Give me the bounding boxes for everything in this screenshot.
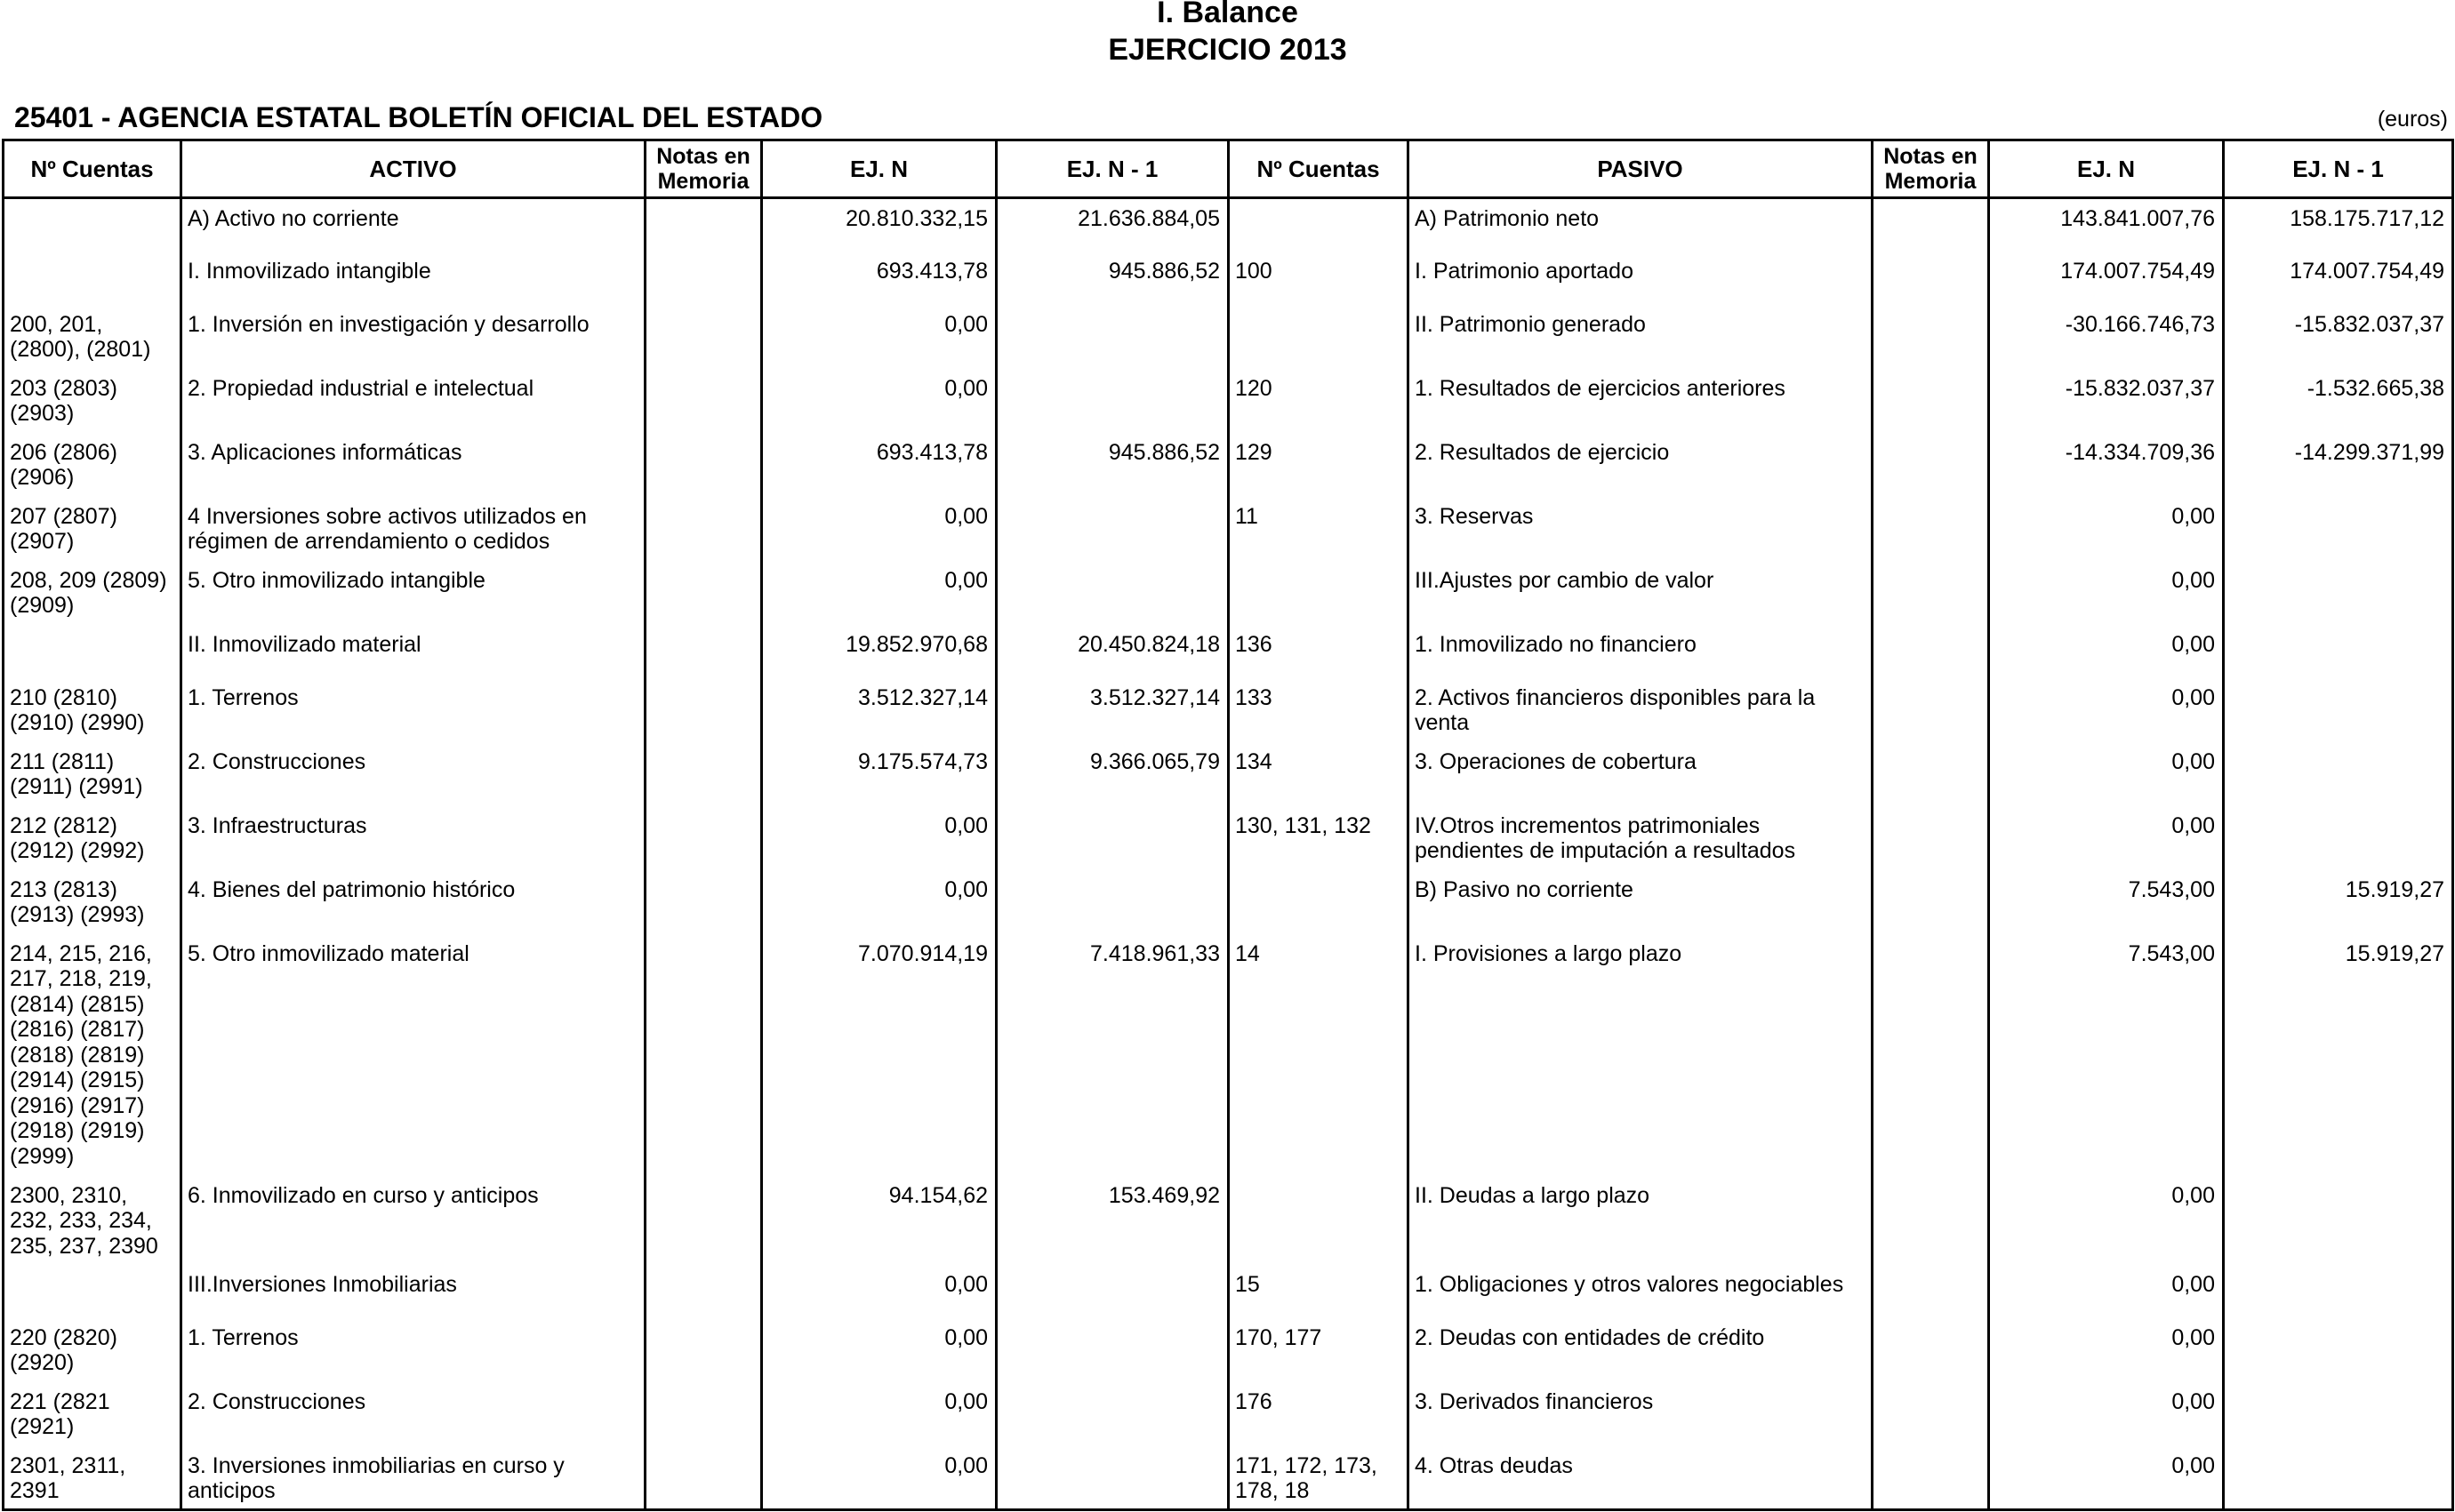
cell-ej-n1-pasivo: [2224, 1446, 2453, 1510]
cell-ej-n-activo: 693.413,78: [762, 252, 997, 305]
cell-pasivo-concept: 4. Otras deudas: [1408, 1446, 1873, 1510]
report-subtitle: EJERCICIO 2013: [1108, 33, 1347, 67]
cell-ej-n-pasivo: 0,00: [1989, 561, 2224, 625]
cell-cuentas-pasivo: 136: [1229, 625, 1408, 678]
cell-cuentas-pasivo: 130, 131, 132: [1229, 806, 1408, 870]
cell-ej-n-pasivo: -30.166.746,73: [1989, 305, 2224, 369]
cell-activo-concept: 4 Inversiones sobre activos utilizados en régimen de arrendamiento o cedidos: [181, 497, 646, 561]
cell-ej-n1-pasivo: [2224, 561, 2453, 625]
cell-ej-n1-pasivo: 158.175.717,12: [2224, 198, 2453, 252]
cell-ej-n-activo: 0,00: [762, 305, 997, 369]
cell-pasivo-concept: 2. Resultados de ejercicio: [1408, 433, 1873, 497]
cell-ej-n-activo: 0,00: [762, 497, 997, 561]
cell-pasivo-concept: 3. Reservas: [1408, 497, 1873, 561]
table-row: [4, 806, 2453, 870]
cell-ej-n-pasivo: 7.543,00: [1989, 934, 2224, 1176]
cell-ej-n-activo: 0,00: [762, 1446, 997, 1510]
cell-pasivo-concept: IV.Otros incrementos patrimoniales pendientes de imputación a resultados: [1408, 806, 1873, 870]
cell-cuentas-pasivo: [1229, 561, 1408, 625]
cell-notas-pasivo: [1873, 870, 1989, 934]
cell-cuentas-activo: 213 (2813) (2913) (2993): [4, 870, 181, 934]
cell-ej-n-activo: 94.154,62: [762, 1176, 997, 1265]
cell-ej-n1-activo: 20.450.824,18: [997, 625, 1229, 678]
cell-cuentas-activo: 200, 201, (2800), (2801): [4, 305, 181, 369]
table-row: [4, 1382, 2453, 1446]
cell-ej-n1-activo: 9.366.065,79: [997, 742, 1229, 806]
cell-ej-n1-activo: [997, 806, 1229, 870]
cell-activo-concept: 5. Otro inmovilizado intangible: [181, 561, 646, 625]
cell-ej-n1-activo: [997, 305, 1229, 369]
cell-activo-concept: 5. Otro inmovilizado material: [181, 934, 646, 1176]
cell-notas-pasivo: [1873, 742, 1989, 806]
table-row: [4, 433, 2453, 497]
cell-ej-n1-activo: 21.636.884,05: [997, 198, 1229, 252]
cell-pasivo-concept: B) Pasivo no corriente: [1408, 870, 1873, 934]
cell-notas-activo: [646, 1382, 762, 1446]
table-header-row: [4, 140, 2453, 198]
cell-activo-concept: 6. Inmovilizado en curso y anticipos: [181, 1176, 646, 1265]
col-header-cuentas-activo: Nº Cuentas: [4, 140, 181, 198]
cell-pasivo-concept: II. Patrimonio generado: [1408, 305, 1873, 369]
cell-notas-activo: [646, 198, 762, 252]
cell-ej-n-pasivo: 0,00: [1989, 1446, 2224, 1510]
cell-cuentas-activo: 214, 215, 216, 217, 218, 219, (2814) (2815) (2816) (2817) (2818) (2819) (2914) (2915) (2916) (2917) (2918) (2919) (2999): [4, 934, 181, 1176]
cell-cuentas-activo: 208, 209 (2809) (2909): [4, 561, 181, 625]
cell-pasivo-concept: A) Patrimonio neto: [1408, 198, 1873, 252]
cell-ej-n1-pasivo: 174.007.754,49: [2224, 252, 2453, 305]
cell-cuentas-activo: [4, 1265, 181, 1318]
cell-ej-n-activo: 0,00: [762, 870, 997, 934]
cell-ej-n1-pasivo: [2224, 742, 2453, 806]
cell-notas-pasivo: [1873, 678, 1989, 742]
cell-ej-n1-activo: [997, 561, 1229, 625]
cell-notas-pasivo: [1873, 625, 1989, 678]
cell-notas-pasivo: [1873, 1265, 1989, 1318]
col-header-notas-activo: Notas en Memoria: [646, 140, 762, 198]
cell-notas-pasivo: [1873, 1318, 1989, 1382]
cell-cuentas-activo: 2300, 2310, 232, 233, 234, 235, 237, 2390: [4, 1176, 181, 1265]
cell-ej-n1-pasivo: -15.832.037,37: [2224, 305, 2453, 369]
cell-cuentas-activo: 210 (2810) (2910) (2990): [4, 678, 181, 742]
cell-pasivo-concept: 2. Deudas con entidades de crédito: [1408, 1318, 1873, 1382]
cell-activo-concept: 2. Propiedad industrial e intelectual: [181, 369, 646, 433]
cell-notas-pasivo: [1873, 252, 1989, 305]
cell-ej-n-pasivo: 174.007.754,49: [1989, 252, 2224, 305]
cell-notas-activo: [646, 369, 762, 433]
col-header-ej-n1-activo: EJ. N - 1: [997, 140, 1229, 198]
col-header-ej-n1-pasivo: EJ. N - 1: [2224, 140, 2453, 198]
cell-notas-activo: [646, 252, 762, 305]
entity-name: 25401 - AGENCIA ESTATAL BOLETÍN OFICIAL DEL ESTADO: [14, 101, 823, 133]
cell-cuentas-pasivo: 15: [1229, 1265, 1408, 1318]
cell-ej-n1-activo: [997, 497, 1229, 561]
cell-cuentas-activo: 2301, 2311, 2391: [4, 1446, 181, 1510]
cell-notas-pasivo: [1873, 561, 1989, 625]
cell-notas-activo: [646, 1176, 762, 1265]
cell-ej-n-pasivo: 0,00: [1989, 1382, 2224, 1446]
cell-activo-concept: 3. Inversiones inmobiliarias en curso y anticipos: [181, 1446, 646, 1510]
cell-ej-n1-pasivo: [2224, 1318, 2453, 1382]
cell-ej-n1-activo: [997, 870, 1229, 934]
cell-ej-n-pasivo: -15.832.037,37: [1989, 369, 2224, 433]
cell-cuentas-activo: 206 (2806) (2906): [4, 433, 181, 497]
cell-notas-activo: [646, 433, 762, 497]
table-row: [4, 934, 2453, 1176]
cell-notas-activo: [646, 625, 762, 678]
cell-ej-n1-pasivo: [2224, 1176, 2453, 1265]
cell-ej-n1-activo: [997, 1265, 1229, 1318]
cell-notas-pasivo: [1873, 369, 1989, 433]
cell-notas-pasivo: [1873, 806, 1989, 870]
cell-pasivo-concept: 3. Derivados financieros: [1408, 1382, 1873, 1446]
cell-ej-n1-activo: [997, 1382, 1229, 1446]
cell-ej-n-pasivo: 0,00: [1989, 806, 2224, 870]
table-row: [4, 1318, 2453, 1382]
cell-activo-concept: 1. Terrenos: [181, 1318, 646, 1382]
cell-ej-n-activo: 0,00: [762, 1265, 997, 1318]
cell-activo-concept: 1. Inversión en investigación y desarrollo: [181, 305, 646, 369]
cell-ej-n1-pasivo: [2224, 497, 2453, 561]
cell-activo-concept: 4. Bienes del patrimonio histórico: [181, 870, 646, 934]
cell-notas-activo: [646, 497, 762, 561]
cell-pasivo-concept: III.Ajustes por cambio de valor: [1408, 561, 1873, 625]
table-row: [4, 1446, 2453, 1510]
col-header-activo: ACTIVO: [181, 140, 646, 198]
cell-ej-n1-activo: 945.886,52: [997, 252, 1229, 305]
cell-activo-concept: 3. Aplicaciones informáticas: [181, 433, 646, 497]
table-row: [4, 198, 2453, 252]
cell-cuentas-pasivo: 120: [1229, 369, 1408, 433]
cell-cuentas-activo: [4, 625, 181, 678]
cell-pasivo-concept: 1. Obligaciones y otros valores negociables: [1408, 1265, 1873, 1318]
currency-unit: (euros): [2377, 107, 2448, 132]
cell-ej-n1-pasivo: [2224, 678, 2453, 742]
cell-cuentas-pasivo: 11: [1229, 497, 1408, 561]
cell-cuentas-pasivo: 134: [1229, 742, 1408, 806]
table-row: [4, 497, 2453, 561]
cell-cuentas-activo: [4, 252, 181, 305]
cell-cuentas-pasivo: 171, 172, 173, 178, 18: [1229, 1446, 1408, 1510]
table-row: [4, 742, 2453, 806]
cell-cuentas-pasivo: 170, 177: [1229, 1318, 1408, 1382]
cell-ej-n-activo: 0,00: [762, 1382, 997, 1446]
cell-cuentas-activo: [4, 198, 181, 252]
cell-cuentas-pasivo: [1229, 870, 1408, 934]
cell-ej-n1-pasivo: [2224, 1265, 2453, 1318]
cell-ej-n-activo: 3.512.327,14: [762, 678, 997, 742]
col-header-notas-pasivo: Notas en Memoria: [1873, 140, 1989, 198]
cell-ej-n-pasivo: 0,00: [1989, 742, 2224, 806]
cell-ej-n-activo: 19.852.970,68: [762, 625, 997, 678]
cell-ej-n-pasivo: 0,00: [1989, 625, 2224, 678]
cell-ej-n1-pasivo: -14.299.371,99: [2224, 433, 2453, 497]
cell-ej-n1-activo: 153.469,92: [997, 1176, 1229, 1265]
cell-pasivo-concept: II. Deudas a largo plazo: [1408, 1176, 1873, 1265]
cell-cuentas-activo: 220 (2820) (2920): [4, 1318, 181, 1382]
cell-pasivo-concept: I. Patrimonio aportado: [1408, 252, 1873, 305]
cell-ej-n-pasivo: -14.334.709,36: [1989, 433, 2224, 497]
cell-ej-n1-pasivo: [2224, 625, 2453, 678]
cell-ej-n-activo: 9.175.574,73: [762, 742, 997, 806]
cell-ej-n-activo: 7.070.914,19: [762, 934, 997, 1176]
cell-cuentas-activo: 203 (2803) (2903): [4, 369, 181, 433]
table-row: [4, 678, 2453, 742]
cell-cuentas-pasivo: 14: [1229, 934, 1408, 1176]
col-header-pasivo: PASIVO: [1408, 140, 1873, 198]
cell-pasivo-concept: I. Provisiones a largo plazo: [1408, 934, 1873, 1176]
cell-ej-n-activo: 0,00: [762, 1318, 997, 1382]
cell-notas-activo: [646, 1446, 762, 1510]
cell-notas-pasivo: [1873, 198, 1989, 252]
cell-pasivo-concept: 2. Activos financieros disponibles para la venta: [1408, 678, 1873, 742]
cell-ej-n-pasivo: 7.543,00: [1989, 870, 2224, 934]
report-title: I. Balance: [1157, 0, 1298, 29]
cell-notas-activo: [646, 305, 762, 369]
col-header-ej-n-activo: EJ. N: [762, 140, 997, 198]
cell-activo-concept: A) Activo no corriente: [181, 198, 646, 252]
cell-ej-n-pasivo: 0,00: [1989, 678, 2224, 742]
col-header-ej-n-pasivo: EJ. N: [1989, 140, 2224, 198]
cell-ej-n1-activo: [997, 1446, 1229, 1510]
table-row: [4, 252, 2453, 305]
cell-ej-n1-pasivo: [2224, 1382, 2453, 1446]
cell-cuentas-pasivo: [1229, 1176, 1408, 1265]
cell-cuentas-pasivo: [1229, 198, 1408, 252]
cell-notas-pasivo: [1873, 1446, 1989, 1510]
cell-pasivo-concept: 1. Resultados de ejercicios anteriores: [1408, 369, 1873, 433]
cell-cuentas-activo: 211 (2811) (2911) (2991): [4, 742, 181, 806]
table-row: [4, 870, 2453, 934]
cell-activo-concept: II. Inmovilizado material: [181, 625, 646, 678]
cell-cuentas-activo: 212 (2812) (2912) (2992): [4, 806, 181, 870]
cell-ej-n1-pasivo: [2224, 806, 2453, 870]
cell-pasivo-concept: 3. Operaciones de cobertura: [1408, 742, 1873, 806]
cell-notas-pasivo: [1873, 433, 1989, 497]
cell-ej-n-pasivo: 0,00: [1989, 497, 2224, 561]
cell-activo-concept: 1. Terrenos: [181, 678, 646, 742]
cell-ej-n-pasivo: 0,00: [1989, 1318, 2224, 1382]
cell-notas-activo: [646, 934, 762, 1176]
cell-cuentas-pasivo: [1229, 305, 1408, 369]
cell-activo-concept: III.Inversiones Inmobiliarias: [181, 1265, 646, 1318]
table-row: [4, 305, 2453, 369]
cell-notas-pasivo: [1873, 934, 1989, 1176]
cell-notas-activo: [646, 742, 762, 806]
cell-ej-n-pasivo: 0,00: [1989, 1265, 2224, 1318]
cell-ej-n1-activo: [997, 1318, 1229, 1382]
cell-cuentas-pasivo: 129: [1229, 433, 1408, 497]
cell-ej-n-activo: 0,00: [762, 561, 997, 625]
cell-cuentas-pasivo: 176: [1229, 1382, 1408, 1446]
cell-ej-n1-activo: 3.512.327,14: [997, 678, 1229, 742]
cell-ej-n1-activo: 7.418.961,33: [997, 934, 1229, 1176]
cell-ej-n-pasivo: 0,00: [1989, 1176, 2224, 1265]
table-row: [4, 1176, 2453, 1265]
cell-notas-activo: [646, 678, 762, 742]
cell-notas-pasivo: [1873, 1382, 1989, 1446]
cell-ej-n1-pasivo: 15.919,27: [2224, 934, 2453, 1176]
cell-cuentas-pasivo: 133: [1229, 678, 1408, 742]
cell-cuentas-activo: 207 (2807) (2907): [4, 497, 181, 561]
cell-notas-activo: [646, 561, 762, 625]
cell-notas-pasivo: [1873, 1176, 1989, 1265]
cell-notas-activo: [646, 1318, 762, 1382]
cell-ej-n-activo: 0,00: [762, 369, 997, 433]
cell-ej-n1-activo: [997, 369, 1229, 433]
cell-cuentas-pasivo: 100: [1229, 252, 1408, 305]
cell-notas-activo: [646, 806, 762, 870]
table-row: [4, 369, 2453, 433]
cell-notas-pasivo: [1873, 497, 1989, 561]
cell-cuentas-activo: 221 (2821 (2921): [4, 1382, 181, 1446]
col-header-cuentas-pasivo: Nº Cuentas: [1229, 140, 1408, 198]
cell-notas-activo: [646, 870, 762, 934]
table-row: [4, 561, 2453, 625]
cell-pasivo-concept: 1. Inmovilizado no financiero: [1408, 625, 1873, 678]
cell-activo-concept: 2. Construcciones: [181, 1382, 646, 1446]
table-row: [4, 1265, 2453, 1318]
cell-ej-n1-pasivo: -1.532.665,38: [2224, 369, 2453, 433]
balance-table: [2, 139, 2454, 1511]
cell-ej-n-activo: 693.413,78: [762, 433, 997, 497]
cell-activo-concept: 3. Infraestructuras: [181, 806, 646, 870]
cell-ej-n-pasivo: 143.841.007,76: [1989, 198, 2224, 252]
cell-activo-concept: I. Inmovilizado intangible: [181, 252, 646, 305]
cell-ej-n-activo: 20.810.332,15: [762, 198, 997, 252]
cell-ej-n-activo: 0,00: [762, 806, 997, 870]
cell-ej-n1-activo: 945.886,52: [997, 433, 1229, 497]
cell-notas-pasivo: [1873, 305, 1989, 369]
cell-notas-activo: [646, 1265, 762, 1318]
cell-ej-n1-pasivo: 15.919,27: [2224, 870, 2453, 934]
table-row: [4, 625, 2453, 678]
cell-activo-concept: 2. Construcciones: [181, 742, 646, 806]
